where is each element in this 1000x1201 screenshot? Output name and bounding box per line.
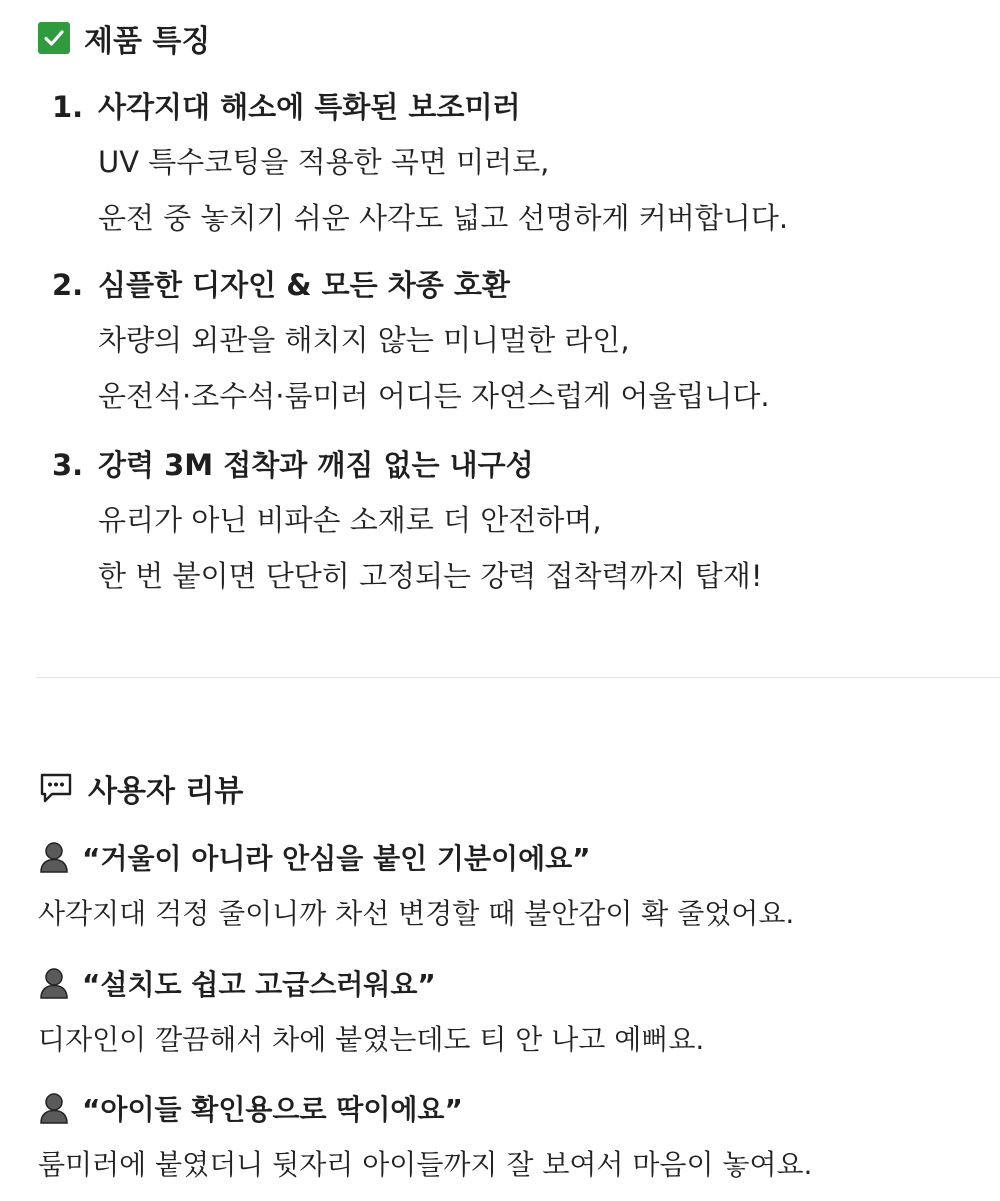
reviews-heading-text: 사용자 리뷰	[88, 774, 244, 809]
review-body: 디자인이 깔끔해서 차에 붙였는데도 티 안 나고 예뻐요.	[38, 1023, 705, 1056]
person-icon	[38, 1091, 70, 1125]
feature-description-line: UV 특수코팅을 적용한 곡면 미러로,	[98, 145, 550, 179]
review-body: 룸미러에 붙였더니 뒷자리 아이들까지 잘 보여서 마음이 놓여요.	[38, 1148, 813, 1181]
feature-description-line: 유리가 아닌 비파손 소재로 더 안전하며,	[98, 503, 602, 537]
review-title-text: “거울이 아니라 안심을 붙인 기분이에요”	[82, 842, 591, 875]
feature-description-line: 운전석·조수석·룸미러 어디든 자연스럽게 어울립니다.	[98, 379, 770, 413]
feature-number: 3.	[52, 448, 84, 482]
feature-title	[52, 85, 521, 126]
features-heading	[38, 16, 210, 60]
speech-bubble-icon	[38, 771, 74, 805]
review-title	[38, 1088, 463, 1128]
feature-title-text: 사각지대 해소에 특화된 보조미러	[98, 90, 521, 124]
review-title	[38, 837, 591, 877]
review-title	[38, 963, 436, 1003]
feature-number: 2.	[52, 268, 84, 302]
check-mark-icon	[38, 22, 70, 54]
feature-description-line: 차량의 외관을 해치지 않는 미니멀한 라인,	[98, 323, 630, 357]
reviews-heading	[38, 766, 243, 810]
review-title-text: “아이들 확인용으로 딱이에요”	[82, 1093, 463, 1126]
review-body: 사각지대 걱정 줄이니까 차선 변경할 때 불안감이 확 줄었어요.	[38, 897, 795, 930]
review-title-text: “설치도 쉽고 고급스러워요”	[82, 968, 436, 1001]
feature-title-text: 심플한 디자인 & 모든 차종 호환	[98, 268, 510, 302]
features-heading-text: 제품 특징	[84, 24, 211, 59]
person-icon	[38, 966, 70, 1000]
feature-title	[52, 263, 510, 304]
section-divider	[36, 677, 1000, 678]
feature-title	[52, 443, 534, 484]
person-icon	[38, 840, 70, 874]
feature-title-text: 강력 3M 접착과 깨짐 없는 내구성	[98, 448, 534, 482]
feature-description-line: 운전 중 놓치기 쉬운 사각도 넓고 선명하게 커버합니다.	[98, 201, 789, 235]
feature-description-line: 한 번 붙이면 단단히 고정되는 강력 접착력까지 탑재!	[98, 559, 763, 593]
feature-number: 1.	[52, 90, 84, 124]
